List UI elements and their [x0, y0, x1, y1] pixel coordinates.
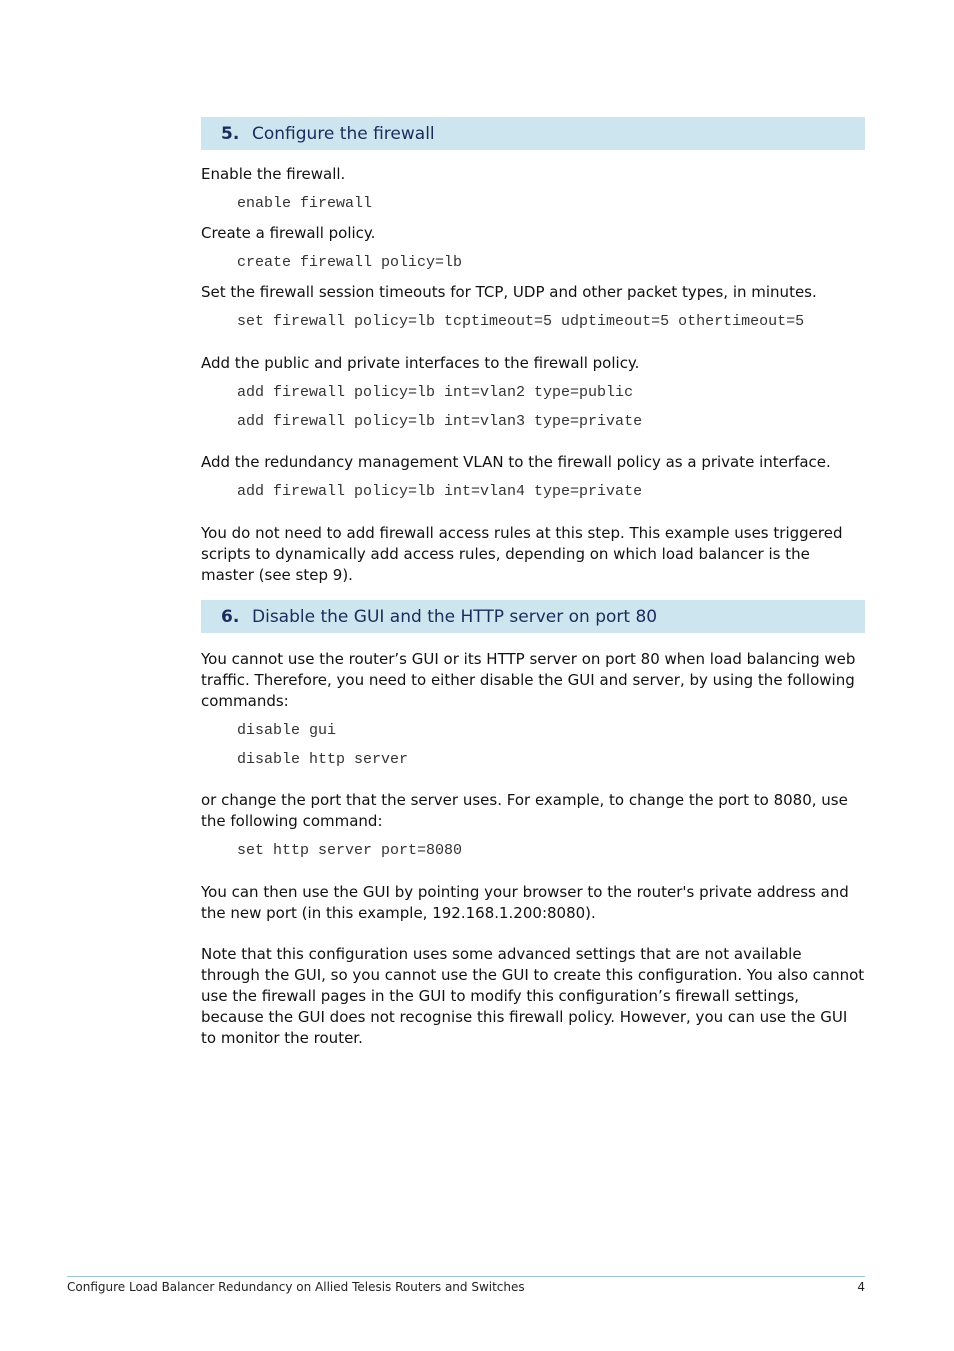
paragraph: Add the redundancy management VLAN to the firewall policy as a private interface. [201, 453, 831, 471]
command-line: add firewall policy=lb int=vlan4 type=private [237, 483, 643, 500]
command-line: set http server port=8080 [237, 842, 463, 859]
footer-title: Configure Load Balancer Redundancy on Allied Telesis Routers and Switches [67, 1280, 525, 1294]
paragraph: You do not need to add firewall access rules at this step. This example uses triggered scripts to dynamically add access rules, depending on which load balancer is the master (see step 9). [201, 524, 843, 584]
command-line: set firewall policy=lb tcptimeout=5 udptimeout=5 othertimeout=5 [237, 313, 805, 330]
paragraph: Create a firewall policy. [201, 224, 376, 242]
command-line: enable firewall [237, 195, 373, 212]
command-line: create firewall policy=lb [237, 254, 463, 271]
command-line: add firewall policy=lb int=vlan3 type=private [237, 413, 643, 430]
command-line: add firewall policy=lb int=vlan2 type=public [237, 384, 634, 401]
paragraph: You cannot use the router’s GUI or its HTTP server on port 80 when load balancing web traffic. Therefore, you need to either disable the GUI and server, by using the following commands: [201, 650, 856, 710]
command-line: disable http server [237, 751, 409, 768]
paragraph: or change the port that the server uses. For example, to change the port to 8080, use the following command: [201, 791, 848, 830]
paragraph: Set the firewall session timeouts for TCP, UDP and other packet types, in minutes. [201, 283, 817, 301]
command-line: disable gui [237, 722, 337, 739]
page-number: 4 [857, 1280, 865, 1294]
section-5-title: Configure the firewall [252, 123, 435, 144]
section-6-number: 6. [221, 606, 240, 627]
section-6-title: Disable the GUI and the HTTP server on port 80 [252, 606, 658, 627]
section-5-heading [201, 117, 865, 150]
section-6-heading [201, 600, 865, 633]
section-5-number: 5. [221, 123, 240, 144]
paragraph: Add the public and private interfaces to the firewall policy. [201, 354, 640, 372]
paragraph: You can then use the GUI by pointing your browser to the router's private address and the new port (in this example, 192.168.1.200:8080). [201, 883, 849, 922]
paragraph: Note that this configuration uses some advanced settings that are not available through the GUI, so you cannot use the GUI to create this configuration. You also cannot use the firewall pages in the GUI to modify this configuration’s firewall settings, because the GUI does not recognise this firewall policy. However, you can use the GUI to monitor the router. [201, 945, 865, 1047]
footer-divider [67, 1276, 865, 1277]
paragraph: Enable the firewall. [201, 165, 346, 183]
